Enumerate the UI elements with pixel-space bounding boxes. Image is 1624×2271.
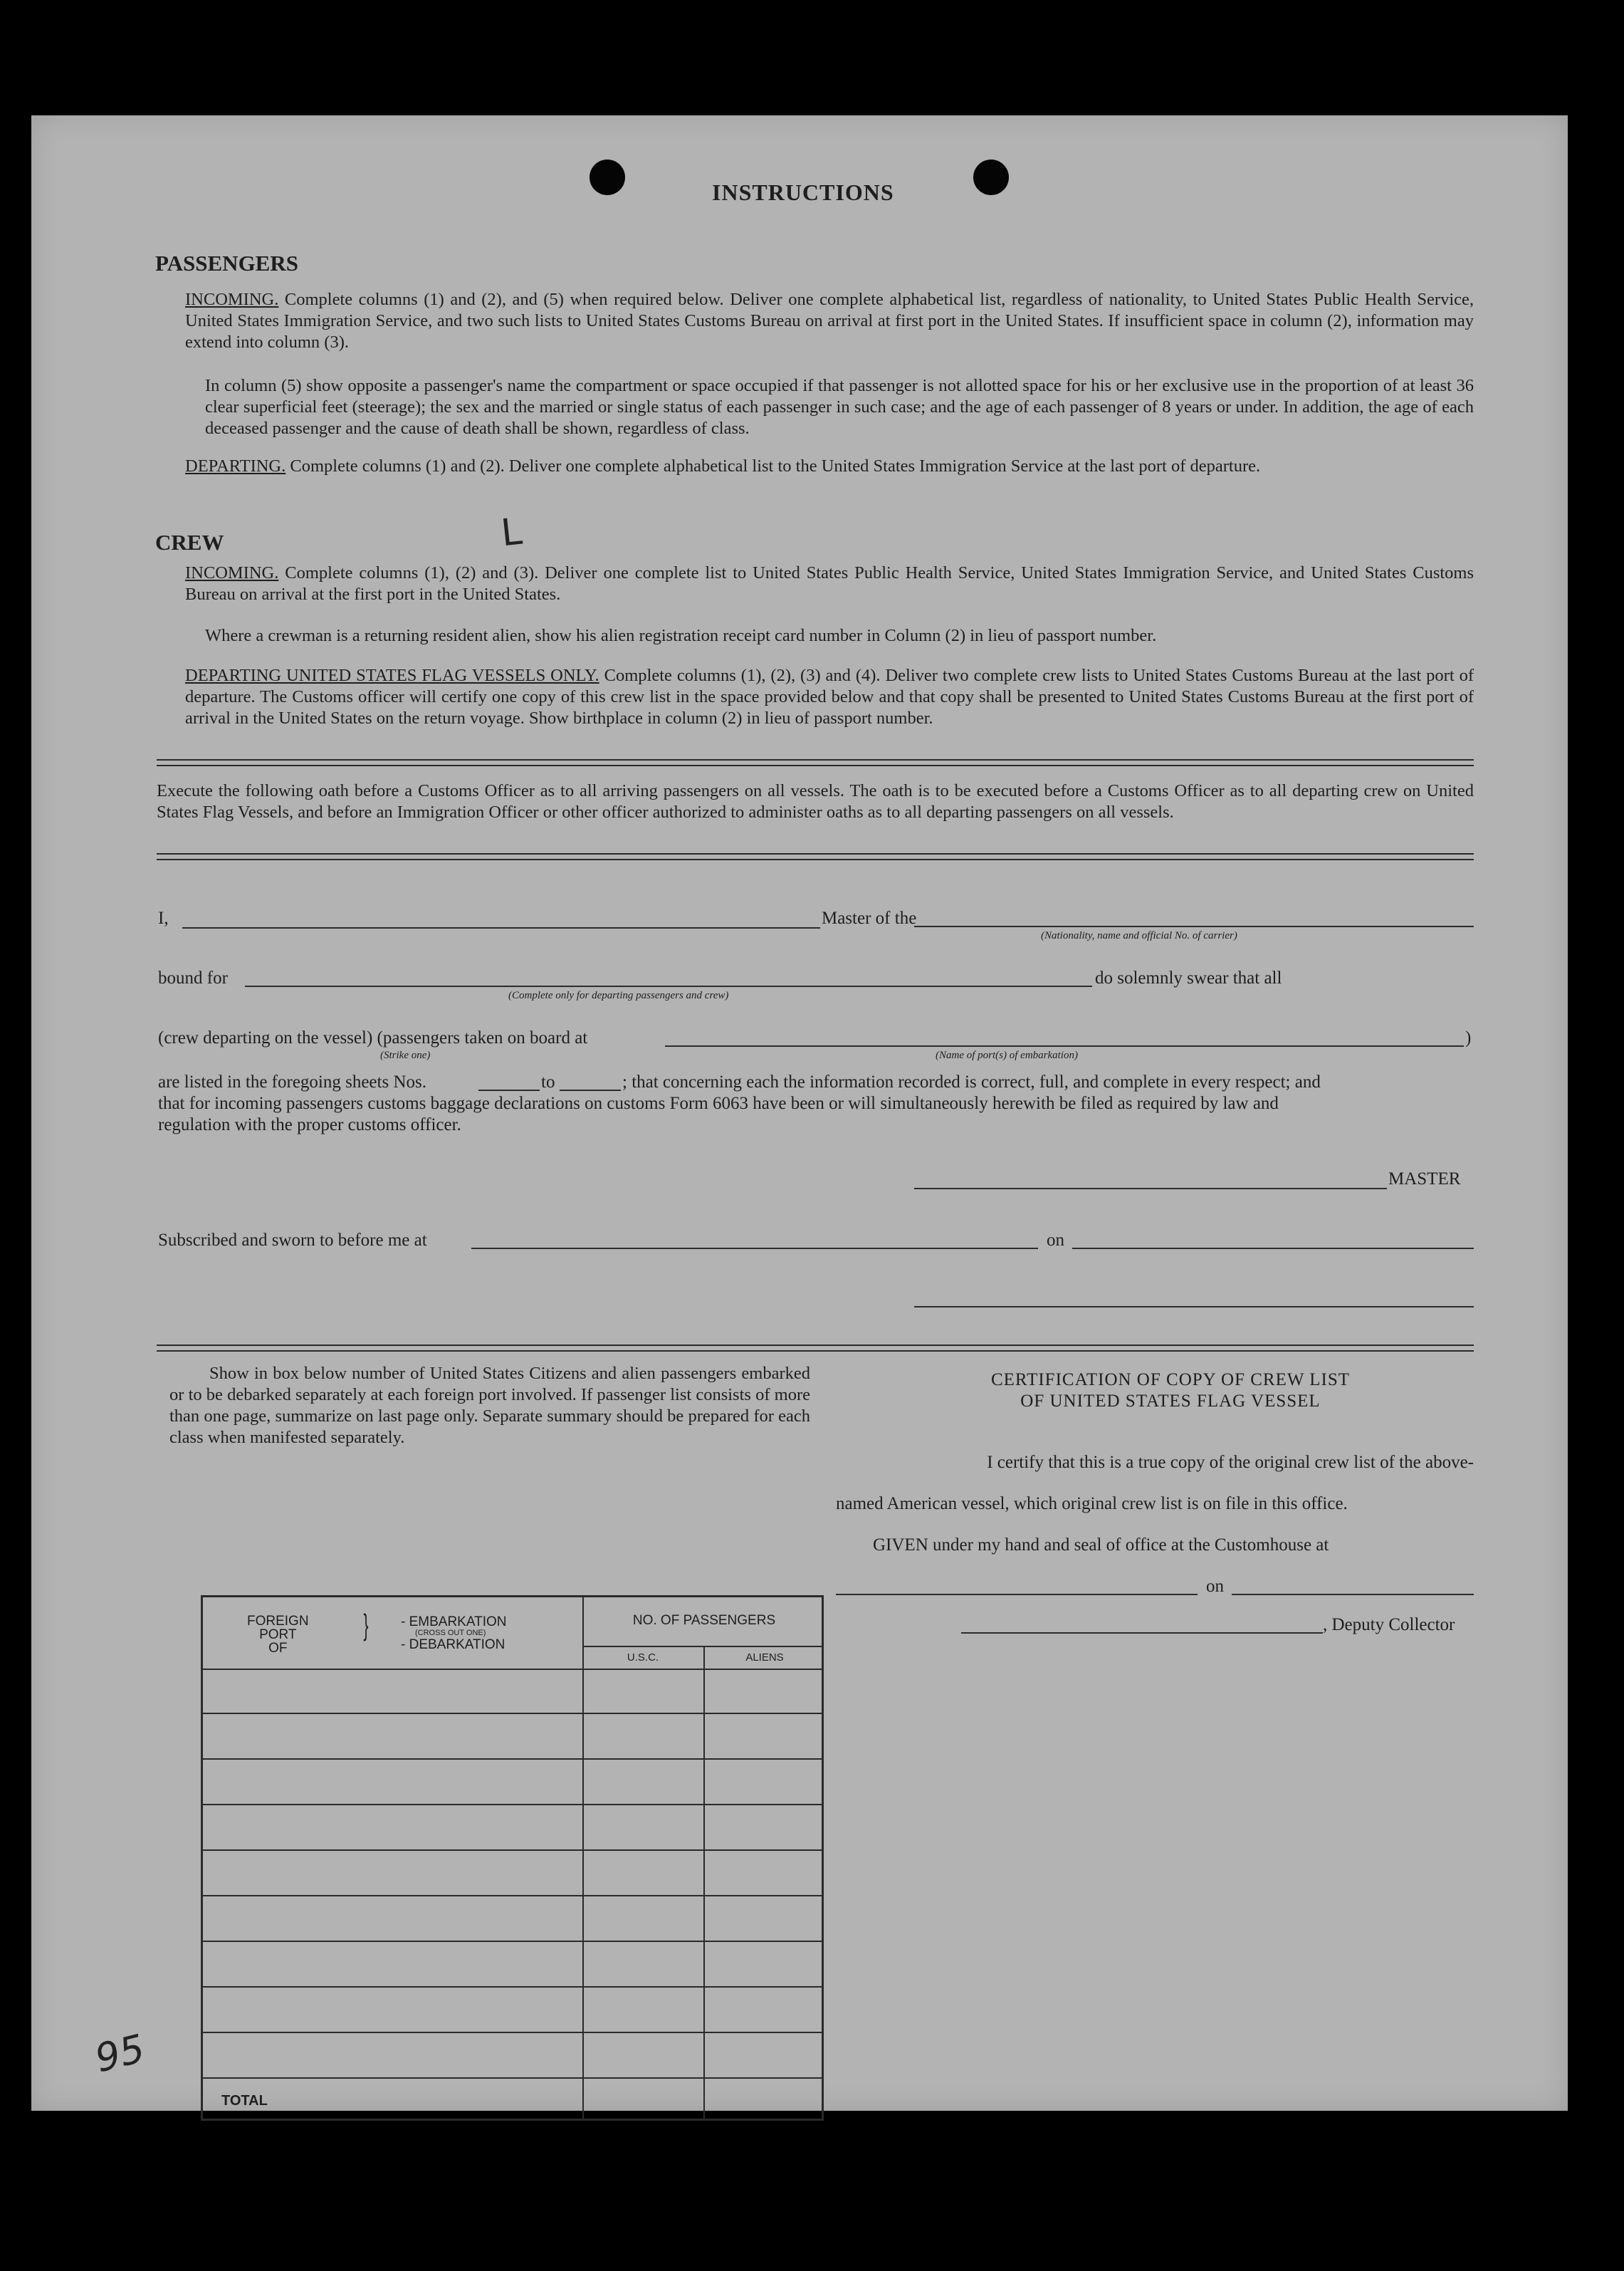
total-label: TOTAL [221, 2093, 268, 2109]
swear-label: do solemnly swear that all [1095, 969, 1282, 988]
deputy-collector-label: , Deputy Collector [1323, 1615, 1455, 1634]
listed-rest-line1: ; that concerning each the information recorded is correct, full, and complete in every respect; and [622, 1072, 1321, 1092]
master-of-the-label: Master of the [822, 909, 917, 928]
listed-line3: regulation with the proper customs officer. [158, 1115, 461, 1134]
table-header-divider [582, 1646, 822, 1647]
brace: } [363, 1608, 369, 1641]
handwritten-check-mark: L [498, 510, 525, 555]
crew-resident-paragraph: Where a crewman is a returning resident alien, show his alien registration receipt card number in Column (2) in lieu of passport number. [205, 626, 1157, 645]
crew-departing-text: Complete columns (1), (2), (3) and (4). Deliver two complete crew lists to United States Customs Bureau at the last port of departure. The Customs officer will certify one copy of this crew list in the space provided below and that copy shall be presented to United States Customs Bureau at the first port of arrival in the United States on the return voyage. Show birthplace in column (2) in lieu of passport number. [185, 666, 1474, 728]
no-of-passengers-header: NO. OF PASSENGERS [632, 1613, 776, 1628]
given-line: GIVEN under my hand and seal of office at the Customhouse at [873, 1535, 1329, 1555]
table-row [203, 1895, 822, 1896]
cross-out-label: (CROSS OUT ONE) [415, 1629, 486, 1637]
master-name-line[interactable] [182, 927, 820, 929]
embarkation-label: - EMBARKATION [401, 1614, 507, 1629]
crew-heading: CREW [155, 530, 224, 555]
port-label: PORT [259, 1627, 297, 1642]
customhouse-line[interactable] [836, 1594, 1198, 1595]
bound-for-caption: (Complete only for departing passengers and crew) [508, 990, 729, 1001]
usc-header: U.S.C. [627, 1651, 659, 1664]
form-page [31, 115, 1568, 2111]
double-rule [157, 853, 1474, 860]
table-row [203, 1758, 822, 1760]
listed-sheets-label: are listed in the foregoing sheets Nos. [158, 1072, 426, 1092]
handwritten-page-number: 95 [90, 2025, 150, 2082]
certify-line2: named American vessel, which original crew list is on file in this office. [836, 1494, 1348, 1513]
certify-line1: I certify that this is a true copy of the original crew list of the above- [987, 1453, 1474, 1472]
sheet-from-line[interactable] [478, 1090, 540, 1091]
carrier-caption: (Nationality, name and official No. of carrier) [1041, 930, 1237, 941]
oath-instructions: Execute the following oath before a Customs Officer as to all arriving passengers on all vessels. The oath is to be executed before a Customs Officer as to all departing crew on United States Flag Vessels, and before an Immigration Officer or other officer authorized to administer oaths as to all departing passengers on all vessels. [157, 781, 1474, 822]
sworn-place-line[interactable] [471, 1248, 1038, 1249]
certification-on-label: on [1206, 1577, 1224, 1596]
table-row [203, 1941, 822, 1942]
passengers-incoming-paragraph [185, 289, 1474, 353]
foreign-label: FOREIGN [247, 1614, 309, 1629]
of-label: OF [268, 1641, 288, 1656]
aliens-header: ALIENS [745, 1651, 784, 1664]
crew-incoming-label: INCOMING. [185, 563, 279, 583]
certification-date-line[interactable] [1232, 1594, 1474, 1595]
crew-incoming-paragraph [185, 563, 1474, 605]
passengers-departing-paragraph [185, 456, 1474, 477]
carrier-line[interactable] [914, 926, 1474, 927]
strike-one-caption: (Strike one) [380, 1050, 431, 1061]
double-rule [157, 1345, 1474, 1352]
table-column-divider [703, 1646, 705, 2119]
crew-incoming-text: Complete columns (1), (2) and (3). Deliver one complete list to United States Public Health Service, United States Immigration Service, and United States Customs Bureau on arrival at the first port in the United States. [185, 563, 1474, 604]
certification-heading-line1: CERTIFICATION OF COPY OF CREW LIST [990, 1370, 1351, 1389]
punch-hole-right [973, 160, 1009, 195]
passengers-departing-text: Complete columns (1) and (2). Deliver one complete alphabetical list to the United States Immigration Service at the last port of departure. [290, 456, 1261, 476]
crew-departing-paragraph [185, 665, 1474, 729]
passengers-incoming-text: Complete columns (1) and (2), and (5) when required below. Deliver one complete alphabetical list, regardless of nationality, to United States Public Health Service, United States Immigration Service, and two such lists to United States Customs Bureau on arrival at first port in the United States. If insufficient space in column (2), information may extend into column (3). [185, 290, 1474, 352]
subscribed-label: Subscribed and sworn to before me at [158, 1231, 427, 1250]
sworn-on-label: on [1047, 1231, 1064, 1250]
crew-departing-label: DEPARTING UNITED STATES FLAG VESSELS ONLY. [185, 666, 599, 685]
officer-signature-line[interactable] [914, 1306, 1474, 1307]
oath-i-label: I, [158, 909, 169, 928]
table-row [203, 1804, 822, 1805]
punch-hole-left [590, 160, 625, 195]
crew-departing-label: (crew departing on the vessel) (passengers taken on board at [158, 1028, 588, 1048]
foreign-port-label [247, 1614, 309, 1655]
passengers-column5-paragraph: In column (5) show opposite a passenger's name the compartment or space occupied if that passenger is not allotted space for his or her exclusive use in the proportion of at least 36 clear superficial feet (steerage); the sex and the married or single status of each passenger in such case; and the age of each passenger of 8 years or under. In addition, the age of each deceased passenger and the cause of death shall be shown, regardless of class. [205, 376, 1474, 438]
summary-instructions: Show in box below number of United States Citizens and alien passengers embarked or to be debarked separately at each foreign port involved. If passenger list consists of more than one page, summarize on last page only. Separate summary should be prepared for each class when manifested separately. [169, 1364, 810, 1447]
master-signature-line[interactable] [914, 1188, 1387, 1189]
bound-for-line[interactable] [245, 986, 1092, 987]
table-column-divider [582, 1597, 584, 2119]
debarkation-label: - DEBARKATION [401, 1637, 505, 1652]
table-row [203, 1986, 822, 1988]
instructions-title: INSTRUCTIONS [712, 179, 894, 205]
deputy-collector-line[interactable] [961, 1632, 1323, 1634]
certification-heading-line2: OF UNITED STATES FLAG VESSEL [1020, 1392, 1321, 1411]
passengers-departing-label: DEPARTING. [185, 456, 286, 476]
table-row [203, 2077, 822, 2079]
sheet-to-line[interactable] [560, 1090, 621, 1091]
table-row [203, 1713, 822, 1714]
table-row [203, 1849, 822, 1851]
bound-for-label: bound for [158, 969, 228, 988]
master-label: MASTER [1388, 1169, 1461, 1189]
table-header-divider [203, 1669, 822, 1670]
table-row [203, 2032, 822, 2033]
passenger-summary-table [201, 1595, 824, 2121]
listed-line2: that for incoming passengers customs baggage declarations on customs Form 6063 have been or will simultaneously herewith be filed as required by law and [158, 1094, 1279, 1113]
passengers-heading: PASSENGERS [155, 251, 298, 276]
listed-to-label: to [541, 1072, 555, 1092]
double-rule [157, 759, 1474, 766]
close-paren: ) [1465, 1028, 1472, 1048]
embarkation-port-line[interactable] [665, 1045, 1464, 1047]
sworn-date-line[interactable] [1072, 1248, 1474, 1249]
port-caption: (Name of port(s) of embarkation) [936, 1050, 1078, 1061]
passengers-incoming-label: INCOMING. [185, 290, 279, 309]
